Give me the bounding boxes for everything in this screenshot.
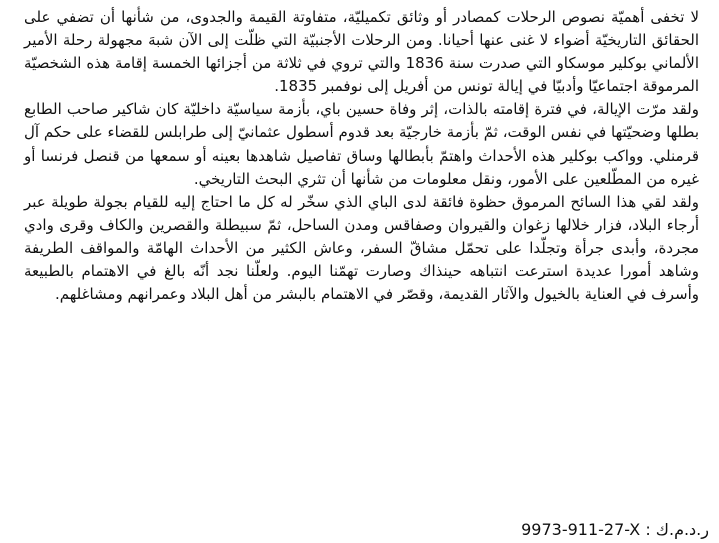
isbn-number: 9973-911-27-X (521, 520, 641, 539)
isbn-label: ر.د.م.ك : (645, 520, 709, 539)
paragraph-regency-crisis: ولقد مرّت الإيالة، في فترة إقامته بالذات، إثر وفاة حسين باي، بأزمة سياسيّة داخليّة كان شاكير صاحب الطابع بطلها وضحيّتها في نفس الوقت، ثمّ بأزمة خارجيّة بعد قدوم أسطول عثمانيّ إلى طرابلس للقضاء على حكم آل قرمنلي. وواكب بوكلير هذه الأحداث واهتمّ بأبطالها وساق تفاصيل شاهدها بعينه أو سمعها من قنصل فرنسا أو غيره من المطّلعين على الأمور، ونقل معلومات من شأنها أن تثري البحث التاريخي. (24, 100, 699, 188)
isbn-line (521, 519, 709, 541)
paragraph-intro: لا تخفى أهميّة نصوص الرحلات كمصادر أو وثائق تكميليّة، متفاوتة القيمة والجدوى، من شأنها أن تضفي على الحقائق التاريخيّة أضواء لا غنى عنها أحيانا. ومن الرحلات الأجنبيّة التي ظلّت إلى الآن شبهَ مجهولة رحلة الأمير الألماني بوكلير موسكاو التي صدرت سنة 1836 والتي تروي في ثلاثة من أجزائها الخمسة إقامة هذه الشخصيّة المرموقة اجتماعيّا وأدبيّا في إيالة تونس من أفريل إلى نوفمبر 1835. (24, 8, 699, 96)
body-text (24, 6, 699, 306)
paragraph-journey: ولقد لقي هذا السائح المرموق حظوة فائقة لدى الباي الذي سخّر له كل ما احتاج إليه للقيام بجولة طويلة عبر أرجاء البلاد، فزار خلالها زغوان والقيروان وصفاقس ومدن الساحل، ثمّ سبيطلة والقصرين والكاف وقرى وادي مجردة، وأبدى جرأة وتجلّدا على تحمّل مشاقّ السفر، وعاش الكثير من الأحداث الهامّة والمواقف الطريفة وشاهد أمورا عديدة استرعت انتباهه حينذاك وصارت تهمّنا اليوم. ولعلّنا نجد أنّه بالغ في الاهتمام بالطبيعة وأسرف في العناية بالخيول والآثار القديمة، وقصّر في الاهتمام بالبشر من أهل البلاد وعمرانهم ومشاغلهم. (24, 192, 699, 304)
